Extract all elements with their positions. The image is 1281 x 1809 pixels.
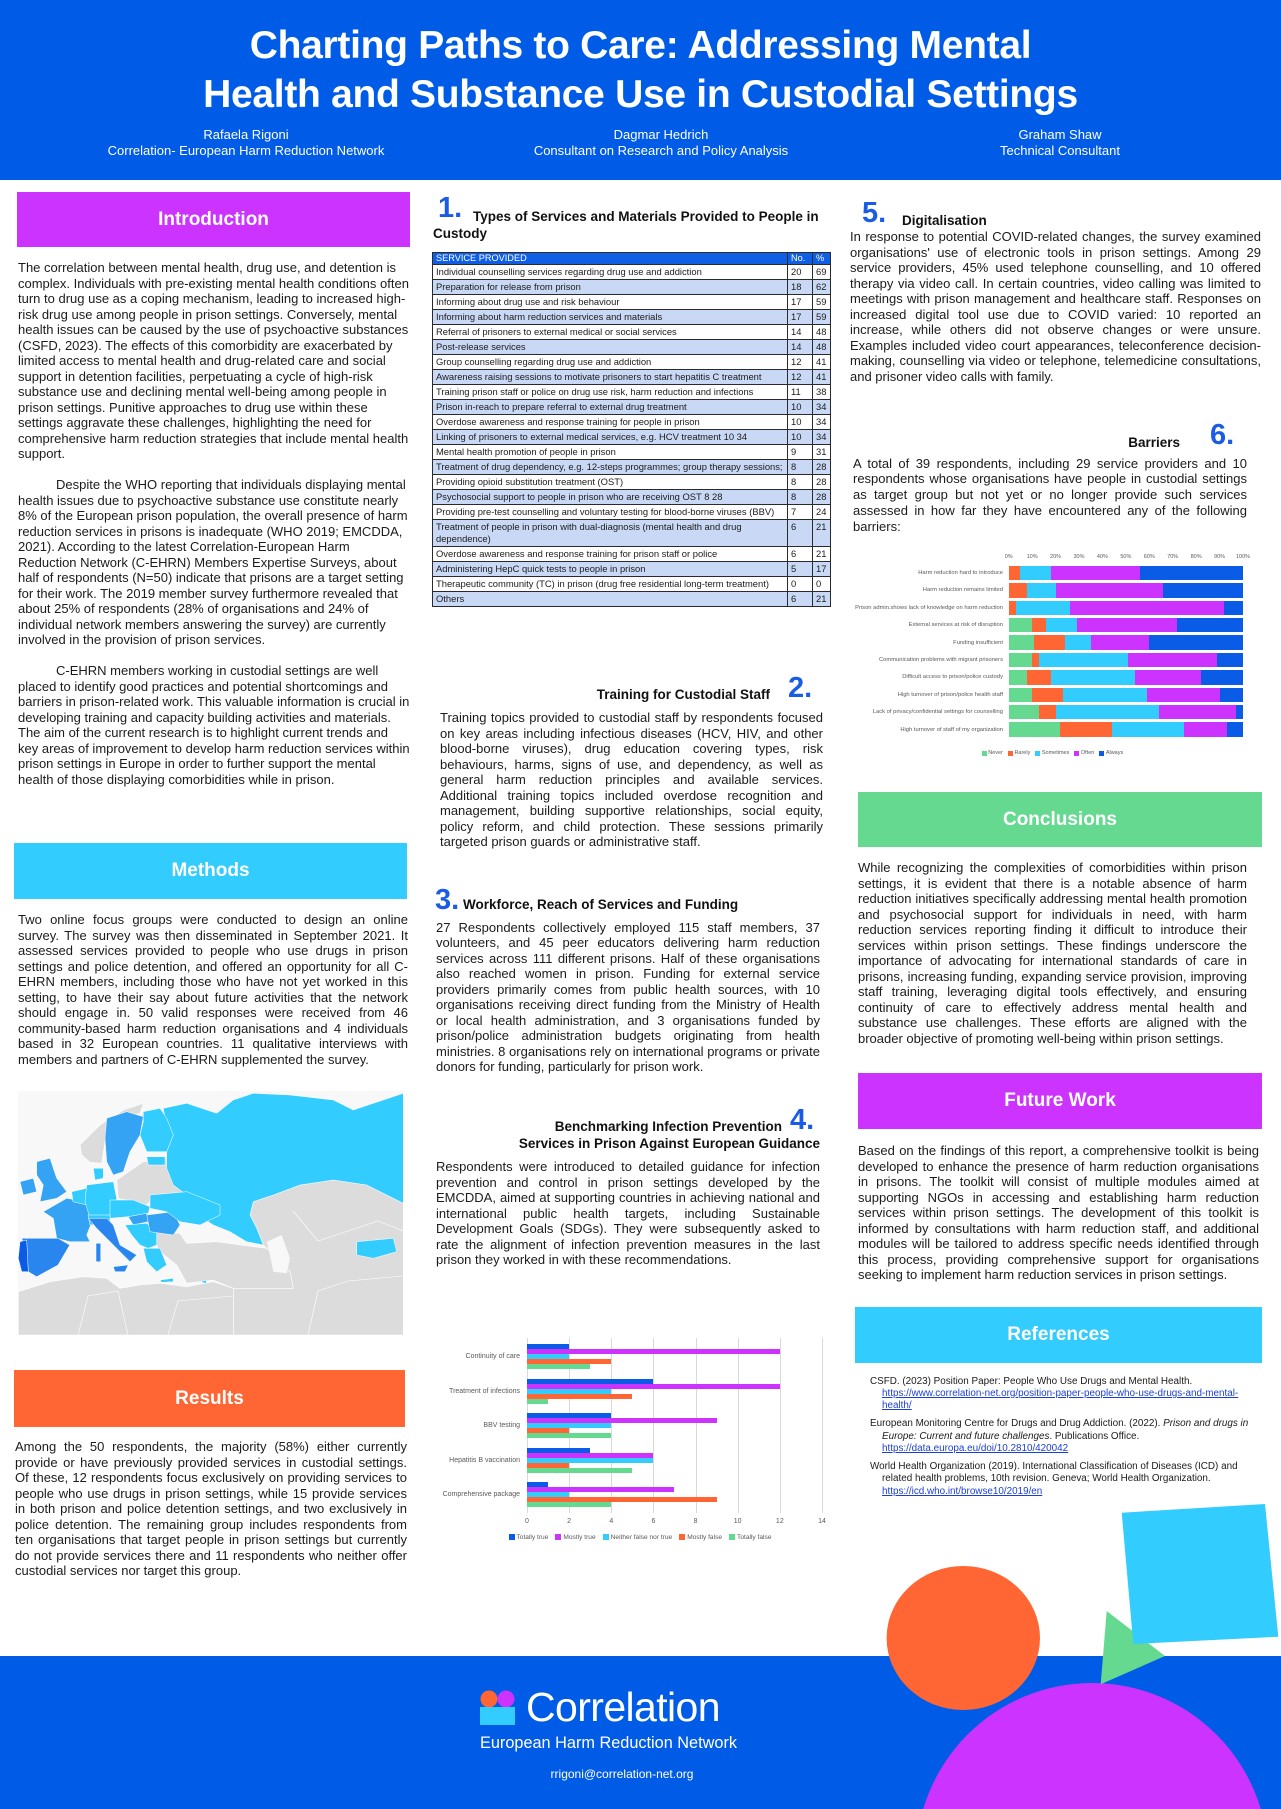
introduction-text (18, 260, 410, 803)
x-tick-label: 50% (1120, 553, 1132, 560)
x-tick-label: 4 (609, 1518, 614, 1525)
service-cell: Overdose awareness and response training for people in prison (433, 415, 788, 430)
bar-rarely (1027, 670, 1050, 685)
legend-label: Always (1105, 750, 1124, 756)
correlation-logo-icon (480, 1690, 516, 1726)
bar-often (1077, 618, 1178, 633)
service-cell: Informing about harm reduction services and materials (433, 310, 788, 325)
legend-label: Rarely (1014, 750, 1031, 756)
table-row (433, 295, 831, 310)
bar-often (1070, 601, 1225, 616)
x-tick-label: 100% (1235, 553, 1251, 560)
count-cell: 8 (788, 490, 813, 505)
bar-sometimes (1020, 566, 1050, 581)
reference-text: European Monitoring Centre for Drugs and Drug Addiction. (2022). (870, 1418, 1164, 1430)
bar-totally-false (527, 1433, 611, 1438)
count-cell: 18 (788, 280, 813, 295)
future-work-banner (858, 1073, 1262, 1129)
service-cell: Informing about drug use and risk behaviour (433, 295, 788, 310)
reference-title: Prison and drugs in Europe: Current and future challenges (882, 1418, 1249, 1442)
service-cell: Mental health promotion of people in prison (433, 445, 788, 460)
table-row (433, 370, 831, 385)
section-5-text: In response to potential COVID-related changes, the survey examined organisations' use of electronic tools in prison settings. Among 29 service providers, 45% used telephone counselling, and 10 offered therapy via video call. In certain countries, video calling was limited to meetings with prison management and healthcare staff. Responses on increased digital tool use due to COVID varied: 10 reported an increase, while others did not observe changes or were unsure. Examples included video court appearances, teleconference decision-making, counselling via video or telephone, telemedicine consultations, and prisoner video calls with family. (850, 229, 1261, 384)
references-banner (855, 1307, 1262, 1363)
author-affiliation: Technical Consultant (1000, 143, 1120, 158)
infection-prevention-chart (440, 1330, 840, 1555)
bar-always (1217, 653, 1243, 668)
section-5-heading: Digitalisation (902, 212, 987, 228)
table-row (433, 577, 831, 592)
x-tick-label: 90% (1214, 553, 1226, 560)
table-row (433, 265, 831, 280)
percent-cell: 21 (813, 520, 831, 547)
percent-cell: 41 (813, 370, 831, 385)
results-title: Results (175, 1387, 244, 1409)
category-label: Continuity of care (465, 1353, 520, 1360)
bar-often (1128, 653, 1217, 668)
services-table-body (433, 265, 831, 607)
orange-circle-shape (887, 1566, 1040, 1710)
reference-text: World Health Organization (2019). International Classification of Diseases (ICD) and related health problems, 10th revision. Geneva; World Health Organization. (870, 1460, 1238, 1485)
percent-cell: 21 (813, 592, 831, 607)
chart-legend (860, 749, 1245, 757)
legend-label: Totally false (737, 1533, 772, 1541)
x-tick-label: 0 (525, 1518, 529, 1525)
category-label: Communication problems with migrant prisoners (878, 657, 1003, 663)
x-tick-label: 10% (1026, 553, 1038, 560)
author-affiliation: Correlation- European Harm Reduction Network (107, 143, 385, 158)
bar-rarely (1032, 653, 1039, 668)
percent-cell: 48 (813, 325, 831, 340)
section-number-3: 3. (435, 884, 460, 916)
gridline (822, 1338, 823, 1513)
count-cell: 20 (788, 265, 813, 280)
table-row (433, 460, 831, 475)
percent-cell: 28 (813, 490, 831, 505)
x-tick-label: 20% (1050, 553, 1062, 560)
service-cell: Providing opioid substitution treatment (OST) (433, 475, 788, 490)
bar-sometimes (1112, 722, 1185, 737)
legend-label: Never (988, 750, 1003, 756)
legend-item (1008, 750, 1030, 756)
bar-often (1184, 722, 1226, 737)
section-number-1: 1. (438, 192, 463, 224)
legend-label: Sometimes (1041, 750, 1070, 756)
table-row (433, 310, 831, 325)
legend-label: Mostly true (563, 1533, 596, 1541)
x-tick-label: 30% (1073, 553, 1085, 560)
table-row (433, 490, 831, 505)
category-label: Hepatitis B vaccination (449, 1456, 520, 1464)
legend-label: Totally true (516, 1533, 549, 1541)
bar-always (1177, 618, 1243, 633)
bar-always (1227, 722, 1243, 737)
table-row (433, 385, 831, 400)
service-cell: Linking of prisoners to external medical services, e.g. HCV treatment 10 34 (433, 430, 788, 445)
section-3-text: 27 Respondents collectively employed 115 staff members, 37 volunteers, and 45 peer educators delivering harm reduction services across 111 different prisons. Half of these organisations also reached women in prison. Funding for external service providers primarily comes from public health sources, with 10 organisations receiving direct funding from the Ministry of Health or local health administration, and 3 organisations funded by prison/police administration budgets originating from health ministries. 8 organisations rely on international programs or private donors for funding, particularly for prison work. (436, 919, 820, 1074)
category-label: High turnover of staff of my organization (900, 726, 1003, 733)
service-cell: Therapeutic community (TC) in prison (drug free residential long-term treatment) (433, 577, 788, 592)
references-list (870, 1376, 1258, 1504)
legend-swatch-always (1099, 751, 1104, 756)
legend-swatch-mostly-true (555, 1534, 561, 1540)
legend-swatch-never (982, 751, 987, 756)
reference-item (870, 1418, 1258, 1455)
bar-often (1147, 688, 1220, 703)
x-tick-label: 10 (733, 1518, 742, 1525)
section-4-heading-line-2: Services in Prison Against European Guidance (518, 1136, 820, 1151)
bar-rarely (1060, 722, 1112, 737)
bar-always (1140, 566, 1243, 581)
bar-sometimes (1027, 583, 1055, 598)
percent-cell: 0 (813, 577, 831, 592)
bar-sometimes (1063, 688, 1147, 703)
author-name: Rafaela Rigoni (203, 127, 289, 142)
results-text: Among the 50 respondents, the majority (58%) either currently provide or have previously provided services in custodial settings. Of these, 12 respondents focus exclusively on providing services to people who use drugs in prison settings, while 15 provide services in both prison and police detention settings, and two exclusively in police detention. The remaining group includes respondents from ten organisations that target people in prison settings but currently do not provide services there and 11 respondents who neither offer custodial services nor target this group. (15, 1439, 407, 1578)
reference-text: CSFD. (2023) Position Paper: People Who Use Drugs and Mental Health. (870, 1375, 1193, 1387)
intro-paragraph: The correlation between mental health, drug use, and detention is complex. Individuals with pre-existing mental health conditions often turn to drug use as a coping mechanism, leading to increased high-risk drug use among people in prison settings. Conversely, mental health issues can be caused by the use of psychoactive substances (CSFD, 2023). The effects of this comorbidity are exacerbated by limited access to mental health and drug-related care and social support in detention facilities, perpetuating a cycle of high-risk substance use and declining mental well-being among people in prison settings. Punitive approaches to drug use within these settings aggravate these challenges, highlighting the need for comprehensive harm reduction strategies that include mental health support. (18, 260, 409, 461)
percent-cell: 62 (813, 280, 831, 295)
category-label: Difficult access to prison/police custody (902, 674, 1003, 681)
future-work-title: Future Work (1004, 1090, 1116, 1111)
x-tick-label: 12 (775, 1518, 784, 1525)
results-banner (14, 1370, 405, 1427)
service-cell: Awareness raising sessions to motivate prisoners to start hepatitis C treatment (433, 370, 788, 385)
legend-item (1074, 750, 1094, 756)
bar-totally-false (527, 1468, 632, 1473)
x-tick-label: 60% (1143, 553, 1155, 560)
barriers-chart (855, 548, 1260, 763)
legend-label: Often (1080, 750, 1095, 756)
bar-often (1135, 670, 1201, 685)
bar-often (1091, 635, 1150, 650)
service-cell: Providing pre-test counselling and voluntary testing for blood-borne viruses (BBV) (433, 505, 788, 520)
logo-subtitle: European Harm Reduction Network (480, 1734, 738, 1752)
reference-link[interactable]: https://icd.who.int/browse10/2019/en (882, 1485, 1043, 1497)
section-4-heading-line-1: Benchmarking Infection Prevention (554, 1118, 782, 1134)
bar-always (1220, 688, 1243, 703)
table-row (433, 280, 831, 295)
legend-swatch-mostly-false (679, 1534, 685, 1540)
contact-email: rrigoni@correlation-net.org (550, 1767, 694, 1781)
count-cell: 12 (788, 370, 813, 385)
bar-never (1009, 653, 1032, 668)
table-row (433, 562, 831, 577)
section-number-4: 4. (790, 1104, 815, 1136)
services-table (432, 252, 831, 607)
legend-item (603, 1534, 673, 1541)
count-cell: 10 (788, 400, 813, 415)
count-cell: 12 (788, 355, 813, 370)
bar-always (1163, 583, 1243, 598)
category-label: Prison admin.shows lack of knowledge on harm reduction (855, 604, 1003, 611)
service-cell: Referral of prisoners to external medical or social services (433, 325, 788, 340)
cyan-square-shape (1122, 1504, 1279, 1644)
gridline (738, 1338, 739, 1513)
logo-purple-dot (498, 1691, 515, 1708)
count-cell: 6 (788, 592, 813, 607)
bar-sometimes (1051, 670, 1135, 685)
percent-cell: 59 (813, 295, 831, 310)
category-label: Harm reduction hard to introduce (918, 570, 1003, 576)
bar-never (1009, 722, 1061, 737)
introduction-title: Introduction (158, 208, 269, 230)
table-row (433, 430, 831, 445)
table-row (433, 355, 831, 370)
x-tick-label: 14 (818, 1518, 826, 1525)
map-country-sardinia (96, 1243, 101, 1261)
category-label: Funding insufficient (953, 639, 1003, 646)
bar-rarely (1009, 583, 1028, 598)
service-cell: Post-release services (433, 340, 788, 355)
section-number-5: 5. (862, 197, 887, 229)
bar-rarely (1009, 566, 1021, 581)
count-cell: 5 (788, 562, 813, 577)
category-label: Lack of privacy/confidential settings for counselling (872, 709, 1003, 716)
category-label: Treatment of infections (449, 1387, 520, 1395)
service-cell: Administering HepC quick tests to people in prison (433, 562, 788, 577)
category-label: Comprehensive package (442, 1491, 520, 1499)
bar-totally-false (527, 1364, 590, 1369)
count-cell: 10 (788, 415, 813, 430)
bar-sometimes (1016, 601, 1070, 616)
table-row (433, 325, 831, 340)
table-row (433, 475, 831, 490)
service-cell: Training prison staff or police on drug use risk, harm reduction and infections (433, 385, 788, 400)
legend-item (729, 1534, 771, 1541)
bar-always (1149, 635, 1243, 650)
percent-cell: 17 (813, 562, 831, 577)
methods-text: Two online focus groups were conducted to design an online survey. The survey was then disseminated in September 2021. It assessed services provided to people who use drugs in prison settings and police detention, and offered an opportunity for all C-EHRN members, including those who have not yet worked in this setting, to have their say about future activities that the network should engage in. 50 valid responses were received from 46 community-based harm reduction organisations and 4 individuals based in 32 European countries. 11 qualitative interviews with members and partners of C-EHRN supplemented the survey. (18, 912, 408, 1067)
future-work-text: Based on the findings of this report, a comprehensive toolkit is being developed to enhance the presence of harm reduction organisations in prisons. The toolkit will consist of multiple modules aimed at supporting NGOs in accessing and establishing harm reduction services within prison settings. The development of this toolkit is informed by consultations with harm reduction staff, and additional modules will be tailored to address specific needs identified through this process, providing comprehensive support for organisations seeking to implement harm reduction services in prison settings. (858, 1143, 1259, 1282)
percent-cell: 28 (813, 475, 831, 490)
poster-title (0, 21, 1281, 119)
intro-paragraph: Despite the WHO reporting that individuals displaying mental health issues due to psychoactive substance use constitute nearly 8% of the European prison population, the overall presence of harm reduction services in prisons is inadequate (WHO 2019; EMCDDA, 2021). According to the latest Correlation-European Harm Reduction Network (C-EHRN) Members Expertise Surveys, about half of respondents (N=50) indicate that prisons are a target setting for their work. The 2019 member survey furthermore revealed that about 25% of respondents (28% of organisations and 24% of individual network members answering the survey) are currently involved in the provision of prison services. (18, 477, 408, 647)
count-cell: 14 (788, 325, 813, 340)
legend-swatch-totally-false (729, 1534, 735, 1540)
percent-cell: 41 (813, 355, 831, 370)
service-cell: Overdose awareness and response training for prison staff or police (433, 547, 788, 562)
author-name: Graham Shaw (1018, 127, 1102, 142)
table-row (433, 592, 831, 607)
count-cell: 8 (788, 475, 813, 490)
author-1 (46, 127, 446, 159)
x-tick-label: 2 (567, 1518, 572, 1525)
gridline (696, 1338, 697, 1513)
percent-cell: 34 (813, 400, 831, 415)
bar-sometimes (1039, 653, 1128, 668)
count-cell: 17 (788, 310, 813, 325)
author-affiliation: Consultant on Research and Policy Analysis (533, 143, 789, 158)
legend-label: Mostly false (687, 1533, 723, 1541)
bar-never (1009, 705, 1039, 720)
bar-rarely (1032, 688, 1062, 703)
title-line-2: Health and Substance Use in Custodial Settings (203, 73, 1078, 116)
methods-banner (14, 843, 407, 899)
count-cell: 9 (788, 445, 813, 460)
bar-never (1009, 670, 1028, 685)
bar-rarely (1039, 705, 1055, 720)
count-cell: 17 (788, 295, 813, 310)
count-cell: 0 (788, 577, 813, 592)
bar-rarely (1032, 618, 1046, 633)
chart-legend (440, 1532, 840, 1542)
percent-cell: 24 (813, 505, 831, 520)
gridline (780, 1338, 781, 1513)
percent-cell: 34 (813, 415, 831, 430)
bar-often (1159, 705, 1236, 720)
logo-cyan-block (480, 1707, 515, 1725)
x-tick-label: 80% (1190, 553, 1202, 560)
x-tick-label: 40% (1096, 553, 1108, 560)
percent-cell: 34 (813, 430, 831, 445)
service-cell: Individual counselling services regarding drug use and addiction (433, 265, 788, 280)
count-cell: 11 (788, 385, 813, 400)
author-3 (860, 127, 1260, 159)
bar-sometimes (1046, 618, 1076, 633)
bar-totally-false (527, 1399, 548, 1404)
category-label: Harm reduction remains limited (922, 587, 1003, 594)
column-header-percent: % (813, 253, 831, 265)
x-tick-label: 6 (651, 1518, 656, 1525)
logo-orange-dot (481, 1691, 498, 1708)
count-cell: 7 (788, 505, 813, 520)
author-name: Dagmar Hedrich (613, 127, 709, 142)
author-2 (461, 127, 861, 159)
conclusions-banner (858, 792, 1262, 847)
count-cell: 6 (788, 547, 813, 562)
percent-cell: 38 (813, 385, 831, 400)
percent-cell: 31 (813, 445, 831, 460)
legend-swatch-totally-true (509, 1534, 515, 1540)
legend-swatch-neither-false-nor-true (603, 1534, 609, 1540)
count-cell: 8 (788, 460, 813, 475)
reference-link[interactable]: https://www.correlation-net.org/position-paper-people-who-use-drugs-and-mental-health/ (882, 1387, 1239, 1412)
column-header-service: SERVICE PROVIDED (433, 253, 788, 265)
bar-sometimes (1065, 635, 1091, 650)
legend-item (679, 1534, 722, 1541)
legend-item (1035, 750, 1069, 756)
percent-cell: 21 (813, 547, 831, 562)
map-country-estonia (147, 1157, 165, 1165)
service-cell: Psychosocial support to people in prison who are receiving OST 8 28 (433, 490, 788, 505)
reference-link[interactable]: https://data.europa.eu/doi/10.2810/420042 (882, 1443, 1069, 1455)
legend-item (555, 1534, 595, 1541)
reference-text: . Publications Office. (1049, 1430, 1140, 1442)
column-header-count: No. (788, 253, 813, 265)
legend-label: Neither false nor true (610, 1533, 673, 1541)
conclusions-text: While recognizing the complexities of comorbidities within prison settings, it is evident that there is a notable absence of harm reduction initiatives specifically addressing mental health promotion and psychosocial support for individuals in need, with harm reduction services reporting finding it difficult to introduce their services within prison settings. These findings underscore the importance of advocating for international standards of care in prisons, increasing funding, expanding service provision, improving staff training, leveraging digital tools effectively, and ensuring continuity of care to effectively address mental health and substance use challenges. These efforts are aligned with the broader objective of promoting well-being within prison settings. (858, 860, 1247, 1046)
bar-never (1009, 688, 1032, 703)
table-row (433, 505, 831, 520)
bar-always (1236, 705, 1243, 720)
service-cell: Treatment of drug dependency, e.g. 12-steps programmes; group therapy sessions; (433, 460, 788, 475)
section-number-2: 2. (788, 672, 813, 704)
count-cell: 14 (788, 340, 813, 355)
count-cell: 10 (788, 430, 813, 445)
service-cell: Preparation for release from prison (433, 280, 788, 295)
percent-cell: 59 (813, 310, 831, 325)
bar-always (1201, 670, 1243, 685)
bar-often (1056, 583, 1164, 598)
section-6-heading: Barriers (1128, 435, 1180, 450)
service-cell: Prison in-reach to prepare referral to external drug treatment (433, 400, 788, 415)
table-header-row (433, 253, 831, 265)
table-row (433, 400, 831, 415)
legend-swatch-sometimes (1035, 751, 1040, 756)
reference-item (870, 1376, 1258, 1413)
section-6-text: A total of 39 respondents, including 29 service providers and 10 respondents whose organisations have people in custodial settings as target group but not yet or no longer provide such services assessed in how far they have encountered any of the following barriers: (853, 455, 1247, 534)
conclusions-title: Conclusions (1002, 808, 1117, 830)
table-row (433, 547, 831, 562)
map-country-denmark (93, 1168, 103, 1180)
introduction-banner (17, 192, 410, 247)
section-2-text: Training topics provided to custodial staff by respondents focused on key areas including infectious diseases (HCV, HIV, and other blood-borne viruses), drug education covering types, risk behaviours, harms, signs of use, and dependency, as well as general harm reduction principles and available services. Additional training topics included overdose recognition and management, building supportive relationships, social equity, policy reform, and child protection. These sessions primarily targeted prison guards or administrative staff. (440, 710, 823, 849)
section-number-6: 6. (1210, 419, 1235, 451)
bar-rarely (1034, 635, 1064, 650)
x-tick-label: 70% (1167, 553, 1179, 560)
percent-cell: 69 (813, 265, 831, 280)
bar-rarely (1009, 601, 1016, 616)
x-tick-label: 0% (1004, 553, 1013, 560)
bar-always (1224, 601, 1243, 616)
bar-totally-false (527, 1502, 611, 1507)
service-cell: Treatment of people in prison with dual-diagnosis (mental health and drug dependence) (433, 520, 788, 547)
section-4-text: Respondents were introduced to detailed guidance for infection prevention and control in prison settings developed by the EMCDDA, aimed at supporting countries in achieving national and international public health targets, including Sustainable Development Goals (SDGs). They were subsequently asked to rate the alignment of infection prevention measures in the last prison they worked in with these recommendations. (436, 1159, 820, 1267)
legend-item (982, 750, 1003, 756)
service-cell: Others (433, 592, 788, 607)
table-row (433, 445, 831, 460)
bar-often (1051, 566, 1140, 581)
decorative-shapes (860, 1490, 1281, 1809)
section-1-heading: Types of Services and Materials Provided to People in Custody (433, 208, 819, 241)
percent-cell: 48 (813, 340, 831, 355)
count-cell: 6 (788, 520, 813, 547)
bar-never (1009, 635, 1035, 650)
table-row (433, 340, 831, 355)
x-tick-label: 8 (693, 1518, 698, 1525)
section-3-heading: Workforce, Reach of Services and Funding (463, 896, 739, 912)
methods-title: Methods (171, 860, 250, 881)
category-label: BBV testing (483, 1422, 520, 1430)
service-cell: Group counselling regarding drug use and addiction (433, 355, 788, 370)
table-row (433, 520, 831, 547)
percent-cell: 28 (813, 460, 831, 475)
europe-map (18, 1091, 403, 1335)
legend-item (509, 1534, 549, 1541)
bar-sometimes (1056, 705, 1159, 720)
legend-item (1099, 750, 1123, 756)
category-label: External services at risk of disruption (908, 622, 1003, 629)
bar-never (1009, 618, 1032, 633)
intro-paragraph: C-EHRN members working in custodial settings are well placed to identify good practices and potential shortcomings and barriers in prison-related work. This valuable information is crucial in developing training and capacity building activities and materials. The aim of the current research is to highlight current trends and key areas of improvement to develop harm reduction services within prison settings in Europe in order to further support the mental health of those displaying comorbidities while in prison. (18, 663, 410, 787)
category-label: High turnover of prison/police health staff (897, 691, 1003, 698)
table-row (433, 415, 831, 430)
logo-wordmark: Correlation (526, 1684, 720, 1730)
legend-swatch-rarely (1008, 751, 1013, 756)
title-line-1: Charting Paths to Care: Addressing Mental (249, 24, 1032, 67)
legend-swatch-often (1074, 751, 1079, 756)
references-title: References (1007, 1324, 1110, 1345)
section-2-heading: Training for Custodial Staff (596, 686, 770, 702)
